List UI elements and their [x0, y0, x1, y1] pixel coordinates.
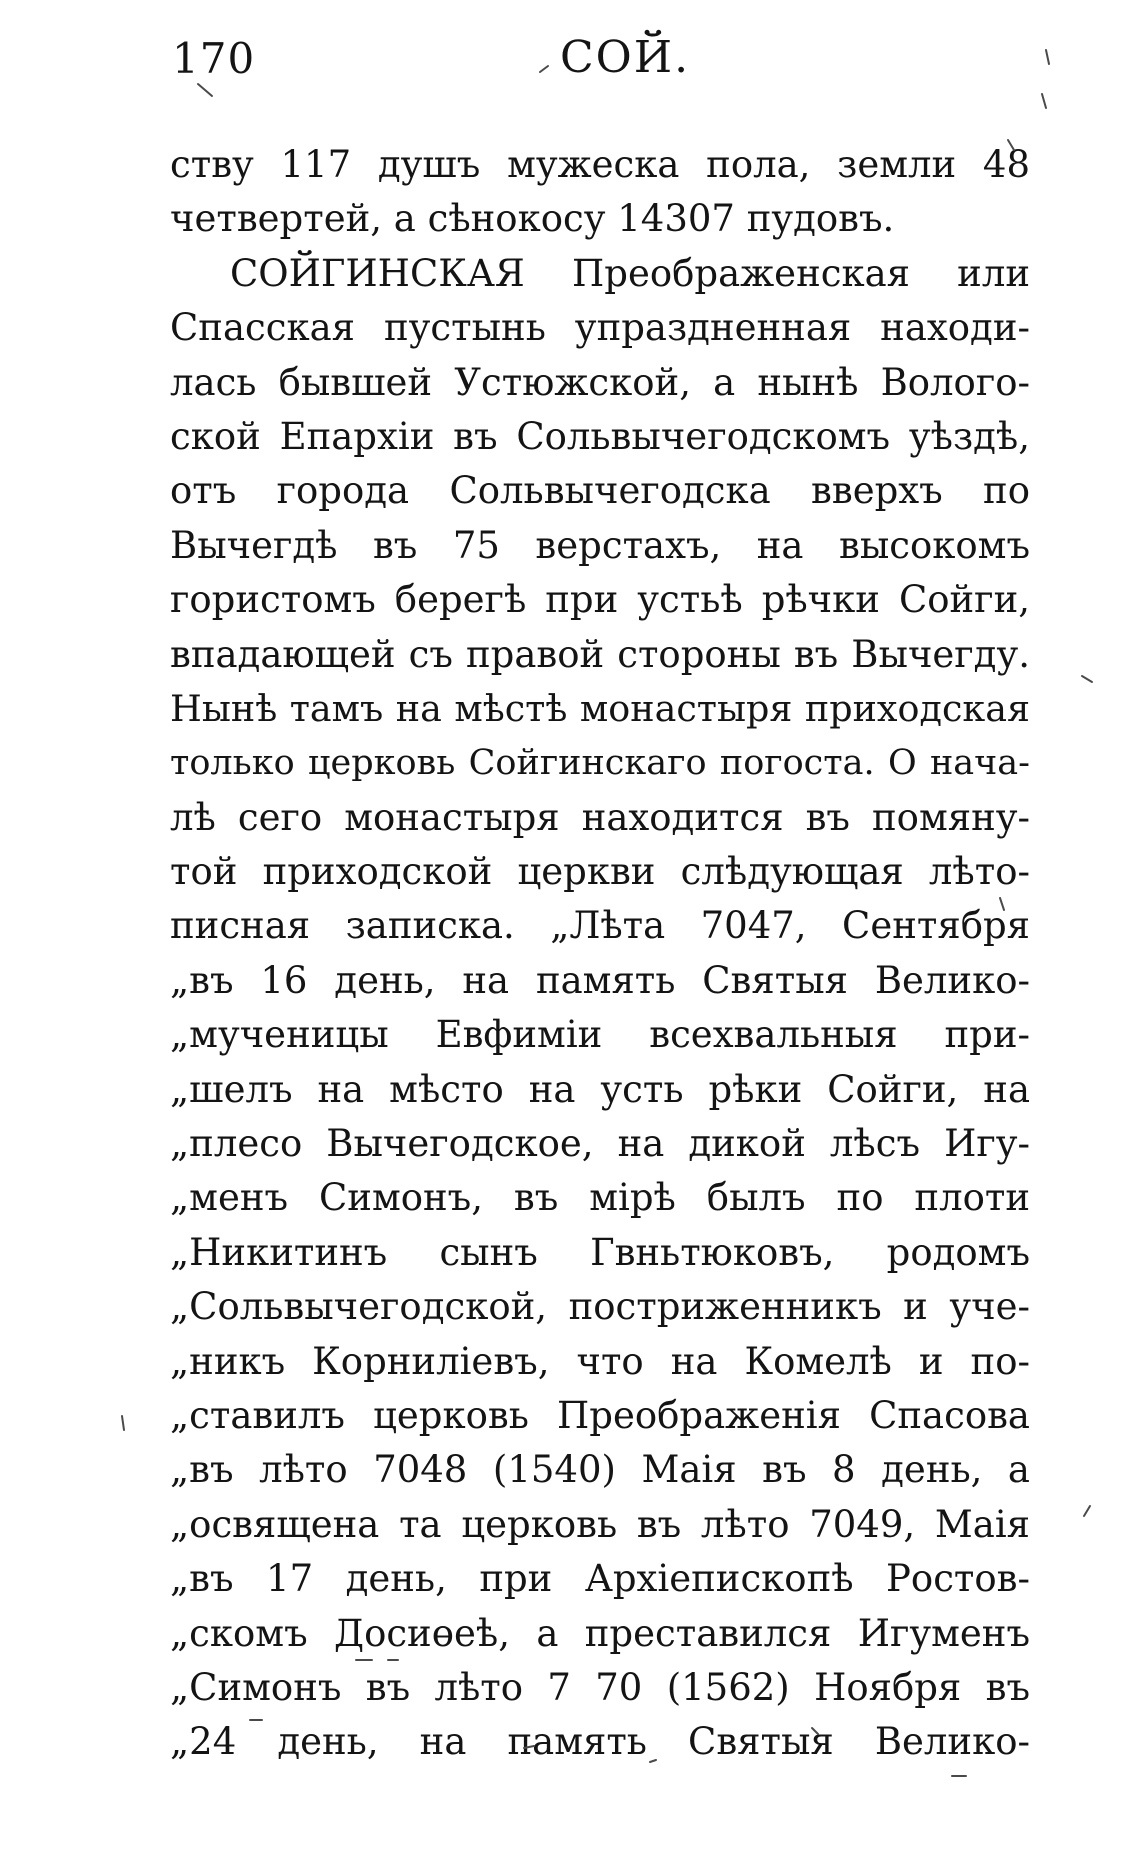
- text-line: СОЙГИНСКАЯ Преображенская или: [230, 251, 1030, 295]
- text-line: Нынѣ тамъ на мѣстѣ монастыря приходская: [170, 686, 1030, 730]
- text-line: „менъ Симонъ, въ мiрѣ былъ по плоти: [170, 1176, 1030, 1220]
- text-line: писная записка. „Лѣта 7047, Сентября: [170, 904, 1030, 948]
- text-line: „Симонъ въ лѣто 7 70 (1562) Ноября въ: [170, 1665, 1030, 1709]
- text-line: гористомъ берегѣ при устьѣ рѣчки Сойги,: [170, 578, 1030, 622]
- text-line: четвертей, а сѣнокосу 14307 пудовъ.: [170, 197, 895, 241]
- text-line: „скомъ Досиөеѣ, а преставился Игуменъ: [170, 1611, 1030, 1655]
- text-line: ству 117 душъ мужеска пола, земли 48: [170, 143, 1030, 186]
- text-line: только церковь Сойгинскаго погоста. О нача-: [170, 743, 1030, 784]
- text-line: отъ города Сольвычегодска вверхъ по: [170, 469, 1030, 513]
- text-line: „въ лѣто 7048 (1540) Маiя въ 8 день, а: [170, 1448, 1030, 1492]
- running-head: СОЙ.: [560, 32, 691, 83]
- text-line: ской Епархiи въ Сольвычегодскомъ уѣздѣ,: [170, 414, 1030, 458]
- text-line: „освящена та церковь въ лѣто 7049, Маiя: [170, 1502, 1030, 1546]
- body-text: [170, 138, 1030, 1770]
- text-line: „Никитинъ сынъ Гвньтюковъ, родомъ: [170, 1230, 1030, 1274]
- text-line: лѣ сего монастыря находится въ помяну-: [170, 795, 1030, 839]
- text-line: „плесо Вычегодское, на дикой лѣсъ Игу-: [170, 1122, 1030, 1166]
- text-line: „ставилъ церковь Преображенiя Спасова: [170, 1393, 1030, 1437]
- text-line: „мученицы Евфимiи всехвальныя при-: [170, 1013, 1030, 1057]
- text-line: „24 день, на память Святыя Велико-: [170, 1720, 1030, 1764]
- text-line: „Сольвычегодской, постриженникъ и уче-: [170, 1285, 1030, 1329]
- text-line: „никъ Корнилiевъ, что на Комелѣ и по-: [170, 1339, 1030, 1383]
- page-number: 170: [172, 34, 256, 83]
- text-line: лась бывшей Устюжской, а нынѣ Волого-: [170, 360, 1030, 404]
- text-line: Вычегдѣ въ 75 верстахъ, на высокомъ: [170, 523, 1030, 567]
- text-line: „въ 16 день, на память Святыя Велико-: [170, 958, 1030, 1002]
- text-line: „шелъ на мѣсто на усть рѣки Сойги, на: [170, 1067, 1030, 1111]
- text-line: Спасская пустынь упраздненная находи-: [170, 306, 1030, 350]
- text-line: впадающей съ правой стороны въ Вычегду.: [170, 632, 1030, 676]
- text-line: той приходской церкви слѣдующая лѣто-: [170, 850, 1030, 894]
- text-line: „въ 17 день, при Архiепископѣ Ростов-: [170, 1557, 1030, 1601]
